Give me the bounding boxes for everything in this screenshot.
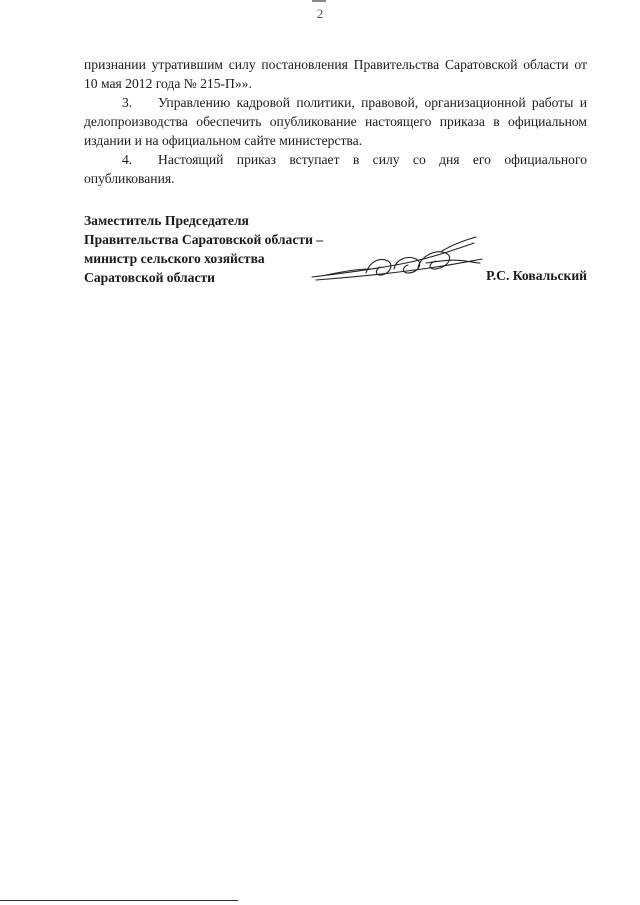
paragraph-text: Настоящий приказ вступает в силу со дня его официального опубликования. bbox=[84, 152, 587, 186]
bottom-rule bbox=[0, 900, 238, 901]
page-top-mark bbox=[312, 0, 326, 2]
paragraph-text: Управлению кадровой политики, правовой, организационной работы и делопроизводства обеспечить опубликование настоящего приказа в официальном издании и на официальном сайте министерства. bbox=[84, 95, 587, 148]
signatory-name: Р.С. Ковальский bbox=[486, 268, 587, 283]
paragraph-text: признании утратившим силу постановления Правительства Саратовской области от 10 мая 2012 года № 215-П»». bbox=[84, 57, 587, 91]
signatory-title-line: Правительства Саратовской области – bbox=[84, 232, 324, 247]
paragraph-number: 3. bbox=[122, 95, 133, 110]
handwritten-signature bbox=[306, 233, 486, 285]
signature-block bbox=[84, 211, 587, 291]
paragraph-continuation bbox=[84, 55, 587, 93]
signatory-title-line: Саратовской области bbox=[84, 270, 216, 285]
signatory-title-line: министр сельского хозяйства bbox=[84, 251, 265, 266]
signatory-title-line: Заместитель Председателя bbox=[84, 213, 249, 228]
paragraph-number: 4. bbox=[122, 152, 133, 167]
paragraph-item-3 bbox=[84, 93, 587, 150]
document-body bbox=[84, 55, 587, 188]
page-number: 2 bbox=[316, 6, 324, 21]
paragraph-item-4 bbox=[84, 150, 587, 188]
